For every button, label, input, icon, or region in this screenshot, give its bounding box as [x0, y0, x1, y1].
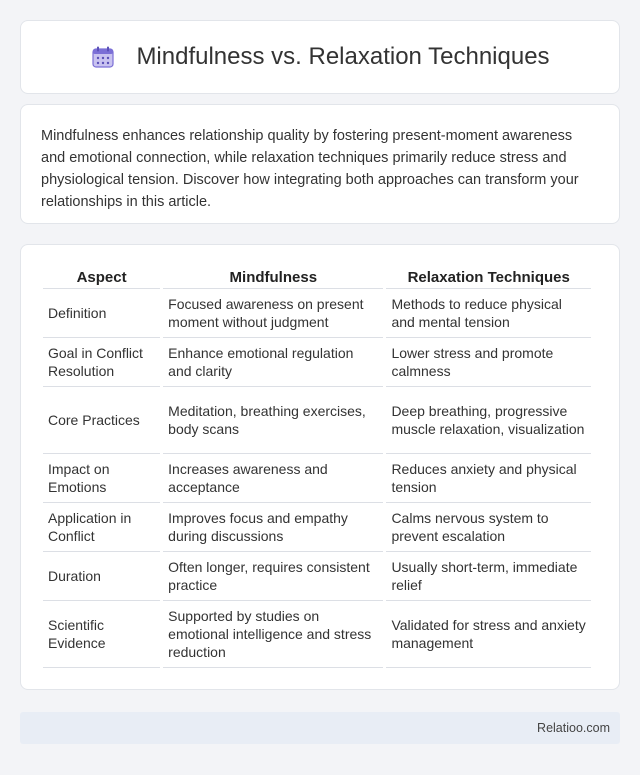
- table-row: [43, 338, 591, 387]
- table-row: [43, 387, 591, 454]
- cell-mindfulness: Focused awareness on present moment without judgment: [163, 289, 383, 338]
- cell-mindfulness: Often longer, requires consistent practice: [163, 552, 383, 601]
- cell-mindfulness: Enhance emotional regulation and clarity: [163, 338, 383, 387]
- table-row: [43, 503, 591, 552]
- table-header-row: [43, 265, 591, 289]
- cell-relaxation: Deep breathing, progressive muscle relaxation, visualization: [386, 387, 591, 454]
- cell-mindfulness: Supported by studies on emotional intelligence and stress reduction: [163, 601, 383, 668]
- cell-relaxation: Calms nervous system to prevent escalation: [386, 503, 591, 552]
- cell-aspect: Impact on Emotions: [43, 454, 160, 503]
- cell-relaxation: Usually short-term, immediate relief: [386, 552, 591, 601]
- table-row: [43, 454, 591, 503]
- cell-aspect: Duration: [43, 552, 160, 601]
- footer-brand: Relatioo.com: [537, 721, 610, 735]
- header-aspect: Aspect: [43, 265, 160, 289]
- intro-text: Mindfulness enhances relationship quality by fostering present-moment awareness and emotional connection, while relaxation techniques primarily reduce stress and physiological tension. Discover how integrating both approaches can transform your relationships in this article.: [41, 128, 579, 210]
- table-row: [43, 601, 591, 668]
- cell-relaxation: Lower stress and promote calmness: [386, 338, 591, 387]
- page-title: Mindfulness vs. Relaxation Techniques: [136, 43, 550, 70]
- intro-card: [20, 104, 620, 224]
- cell-aspect: Scientific Evidence: [43, 601, 160, 668]
- header-relaxation: Relaxation Techniques: [386, 265, 591, 289]
- cell-aspect: Goal in Conflict Resolution: [43, 338, 160, 387]
- cell-aspect: Core Practices: [43, 387, 160, 454]
- comparison-table: [40, 265, 594, 668]
- header-mindfulness: Mindfulness: [163, 265, 383, 289]
- cell-aspect: Application in Conflict: [43, 503, 160, 552]
- cell-aspect: Definition: [43, 289, 160, 338]
- table-row: [43, 552, 591, 601]
- title-card: [20, 20, 620, 94]
- cell-relaxation: Reduces anxiety and physical tension: [386, 454, 591, 503]
- comparison-table-card: [20, 244, 620, 690]
- calendar-icon: [90, 44, 116, 70]
- footer: [20, 712, 620, 744]
- cell-relaxation: Validated for stress and anxiety management: [386, 601, 591, 668]
- cell-mindfulness: Improves focus and empathy during discussions: [163, 503, 383, 552]
- cell-relaxation: Methods to reduce physical and mental tension: [386, 289, 591, 338]
- table-row: [43, 289, 591, 338]
- cell-mindfulness: Meditation, breathing exercises, body scans: [163, 387, 383, 454]
- cell-mindfulness: Increases awareness and acceptance: [163, 454, 383, 503]
